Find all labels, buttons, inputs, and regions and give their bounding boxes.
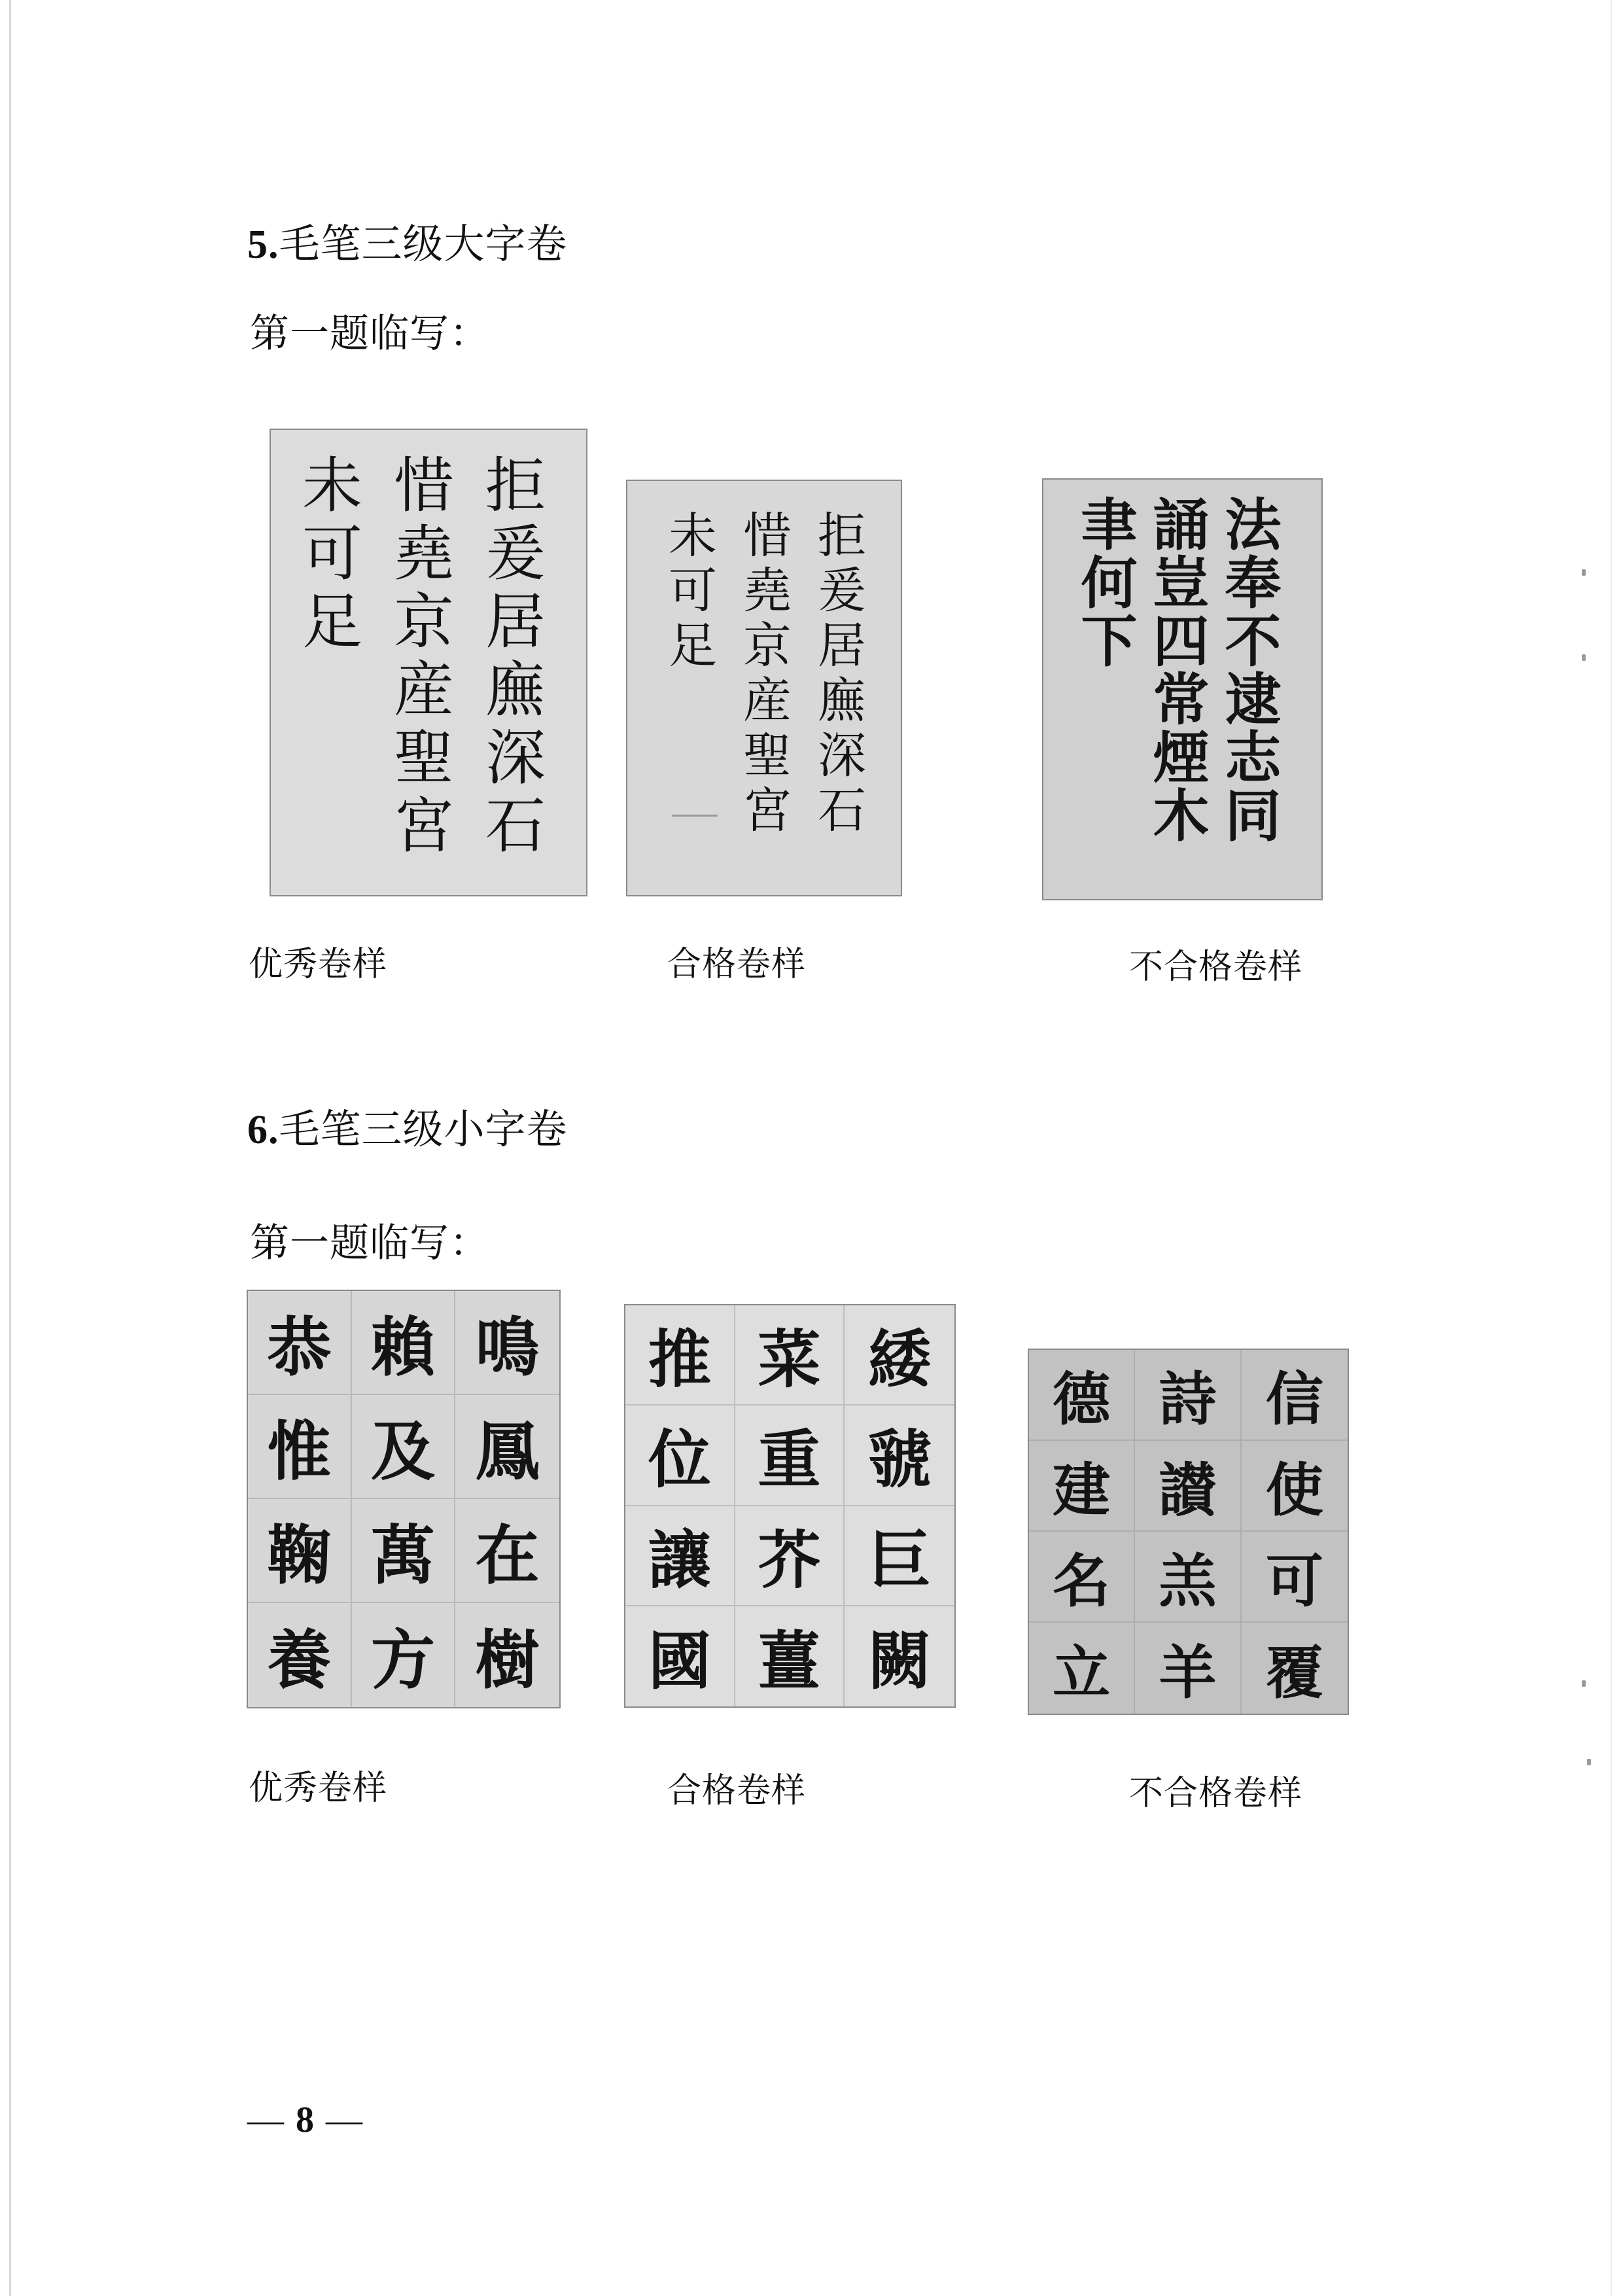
page-number: 8 bbox=[296, 2100, 314, 2140]
calligraphy-character: 聖 bbox=[393, 723, 454, 793]
calligraphy-character: 不 bbox=[1225, 609, 1282, 675]
calligraphy-character: 足 bbox=[669, 618, 717, 674]
calligraphy-character: 可 bbox=[302, 519, 362, 589]
calligraphy-character: 法 bbox=[1225, 493, 1282, 558]
small-pass-sample bbox=[624, 1304, 956, 1708]
section-6-heading bbox=[247, 1105, 568, 1153]
calligraphy-character: 煙 bbox=[1153, 726, 1210, 791]
calligraphy-character: 聿 bbox=[1081, 493, 1138, 558]
calligraphy-character: 志 bbox=[1225, 726, 1282, 791]
calligraphy-character: 方 bbox=[352, 1603, 456, 1707]
calligraphy-column bbox=[669, 508, 717, 875]
calligraphy-character: 位 bbox=[625, 1405, 735, 1506]
calligraphy-column bbox=[1153, 493, 1210, 886]
footer-dash-left: — bbox=[247, 2100, 284, 2140]
calligraphy-character: 奉 bbox=[1225, 551, 1282, 616]
calligraphy-character: 虢 bbox=[845, 1405, 954, 1506]
calligraphy-character: 名 bbox=[1029, 1532, 1135, 1623]
calligraphy-character: 養 bbox=[248, 1603, 352, 1707]
section-6-question: 第一题临写： bbox=[250, 1220, 489, 1266]
calligraphy-character: 緌 bbox=[845, 1305, 954, 1405]
calligraphy-character: 鳴 bbox=[455, 1291, 559, 1395]
scan-speck bbox=[1582, 654, 1586, 661]
small-pass-caption: 合格卷样 bbox=[667, 1771, 807, 1810]
page-footer bbox=[247, 2102, 362, 2138]
calligraphy-character: 薑 bbox=[735, 1606, 845, 1706]
scan-speck bbox=[1582, 569, 1586, 576]
calligraphy-character: 同 bbox=[1225, 784, 1282, 849]
calligraphy-character: 讃 bbox=[1135, 1441, 1241, 1532]
calligraphy-character: 立 bbox=[1029, 1623, 1135, 1714]
section-6-number: 6. bbox=[247, 1108, 279, 1152]
calligraphy-character: 羊 bbox=[1135, 1623, 1241, 1714]
calligraphy-character: 深 bbox=[485, 723, 546, 793]
section-5-number: 5. bbox=[247, 222, 279, 267]
calligraphy-character: 深 bbox=[818, 728, 866, 784]
calligraphy-character: 闕 bbox=[868, 1623, 932, 1698]
calligraphy-character: 未 bbox=[302, 451, 362, 521]
calligraphy-character: 恭 bbox=[248, 1291, 352, 1395]
calligraphy-character: 鳳 bbox=[455, 1395, 559, 1499]
calligraphy-character: 信 bbox=[1242, 1350, 1348, 1441]
scan-left-edge bbox=[9, 0, 11, 2296]
large-fail-caption: 不合格卷样 bbox=[1129, 947, 1303, 987]
section-5-heading bbox=[247, 220, 568, 268]
calligraphy-character: 逮 bbox=[1225, 667, 1282, 733]
calligraphy-column bbox=[743, 508, 792, 875]
small-fail-sample bbox=[1028, 1349, 1349, 1715]
calligraphy-character: 萬 bbox=[352, 1499, 456, 1603]
calligraphy-character: 拒 bbox=[485, 451, 546, 521]
calligraphy-character: 可 bbox=[1242, 1532, 1348, 1623]
calligraphy-column bbox=[394, 452, 454, 875]
calligraphy-character: 重 bbox=[735, 1405, 845, 1506]
calligraphy-character: 産 bbox=[393, 655, 454, 725]
calligraphy-character: 豈 bbox=[1153, 551, 1210, 616]
calligraphy-character: 京 bbox=[393, 587, 454, 657]
calligraphy-character: 惜 bbox=[743, 508, 792, 564]
calligraphy-character: 建 bbox=[1029, 1441, 1135, 1532]
calligraphy-character: 爰 bbox=[818, 563, 866, 619]
calligraphy-character: 及 bbox=[352, 1395, 456, 1499]
calligraphy-character: 菜 bbox=[735, 1305, 845, 1405]
calligraphy-character: 居 bbox=[818, 618, 866, 674]
calligraphy-character: 京 bbox=[743, 618, 792, 674]
calligraphy-character: 爰 bbox=[485, 519, 546, 589]
calligraphy-column bbox=[485, 452, 546, 875]
calligraphy-character: 下 bbox=[1081, 609, 1138, 675]
calligraphy-character: 覆 bbox=[1265, 1638, 1323, 1706]
calligraphy-character: 廡 bbox=[818, 673, 866, 729]
large-fail-sample bbox=[1042, 478, 1323, 900]
calligraphy-character: 四 bbox=[1153, 609, 1210, 675]
calligraphy-character: 未 bbox=[669, 508, 717, 564]
section-5-title: 毛笔三级大字卷 bbox=[279, 220, 568, 268]
calligraphy-character: 羔 bbox=[1135, 1532, 1241, 1623]
calligraphy-character: 産 bbox=[743, 673, 792, 729]
calligraphy-character: 誦 bbox=[1153, 493, 1210, 558]
scan-speck bbox=[1587, 1759, 1591, 1765]
calligraphy-character: 堯 bbox=[393, 519, 454, 589]
large-pass-caption: 合格卷样 bbox=[667, 945, 807, 984]
section-6-title: 毛笔三级小字卷 bbox=[279, 1105, 568, 1153]
calligraphy-character: 巨 bbox=[845, 1506, 954, 1606]
calligraphy-character: 鞠 bbox=[248, 1499, 352, 1603]
calligraphy-column bbox=[302, 452, 362, 875]
calligraphy-character: 惟 bbox=[248, 1395, 352, 1499]
calligraphy-character: 居 bbox=[485, 587, 546, 657]
small-fail-caption: 不合格卷样 bbox=[1129, 1774, 1303, 1813]
calligraphy-character: 堯 bbox=[743, 563, 792, 619]
calligraphy-character: 常 bbox=[1153, 667, 1210, 733]
calligraphy-character: 石 bbox=[485, 791, 546, 861]
calligraphy-character: 詩 bbox=[1135, 1350, 1241, 1441]
calligraphy-character: 石 bbox=[818, 783, 866, 839]
calligraphy-character: 讓 bbox=[625, 1506, 735, 1606]
small-excellent-caption: 优秀卷样 bbox=[249, 1769, 388, 1808]
calligraphy-character: 樹 bbox=[475, 1623, 540, 1698]
calligraphy-character: 聖 bbox=[743, 728, 792, 784]
section-5-question: 第一题临写： bbox=[250, 311, 489, 357]
small-excellent-sample bbox=[247, 1290, 561, 1708]
calligraphy-character: 宮 bbox=[393, 791, 454, 861]
calligraphy-character: 拒 bbox=[818, 508, 866, 564]
calligraphy-character: 惜 bbox=[393, 451, 454, 521]
calligraphy-character: 芥 bbox=[735, 1506, 845, 1606]
calligraphy-column bbox=[1225, 493, 1282, 886]
calligraphy-character: 宮 bbox=[743, 783, 792, 839]
calligraphy-character: 德 bbox=[1029, 1350, 1135, 1441]
calligraphy-character: 在 bbox=[455, 1499, 559, 1603]
calligraphy-character: 木 bbox=[1153, 784, 1210, 849]
scan-right-edge bbox=[1611, 0, 1612, 2296]
calligraphy-character: 可 bbox=[669, 563, 717, 619]
calligraphy-column bbox=[818, 508, 866, 875]
large-excellent-caption: 优秀卷样 bbox=[249, 945, 388, 984]
calligraphy-character: 廡 bbox=[485, 655, 546, 725]
scan-speck bbox=[1582, 1680, 1586, 1687]
large-pass-sample bbox=[626, 480, 902, 896]
calligraphy-character: 推 bbox=[625, 1305, 735, 1405]
calligraphy-character: 何 bbox=[1081, 551, 1138, 616]
calligraphy-character: 賴 bbox=[352, 1291, 456, 1395]
calligraphy-character: 使 bbox=[1242, 1441, 1348, 1532]
large-excellent-sample bbox=[270, 429, 587, 896]
calligraphy-character: 足 bbox=[302, 587, 362, 657]
footer-dash-right: — bbox=[326, 2100, 362, 2140]
pencil-mark bbox=[672, 815, 718, 817]
calligraphy-column bbox=[1081, 493, 1138, 886]
calligraphy-character: 國 bbox=[625, 1606, 735, 1706]
